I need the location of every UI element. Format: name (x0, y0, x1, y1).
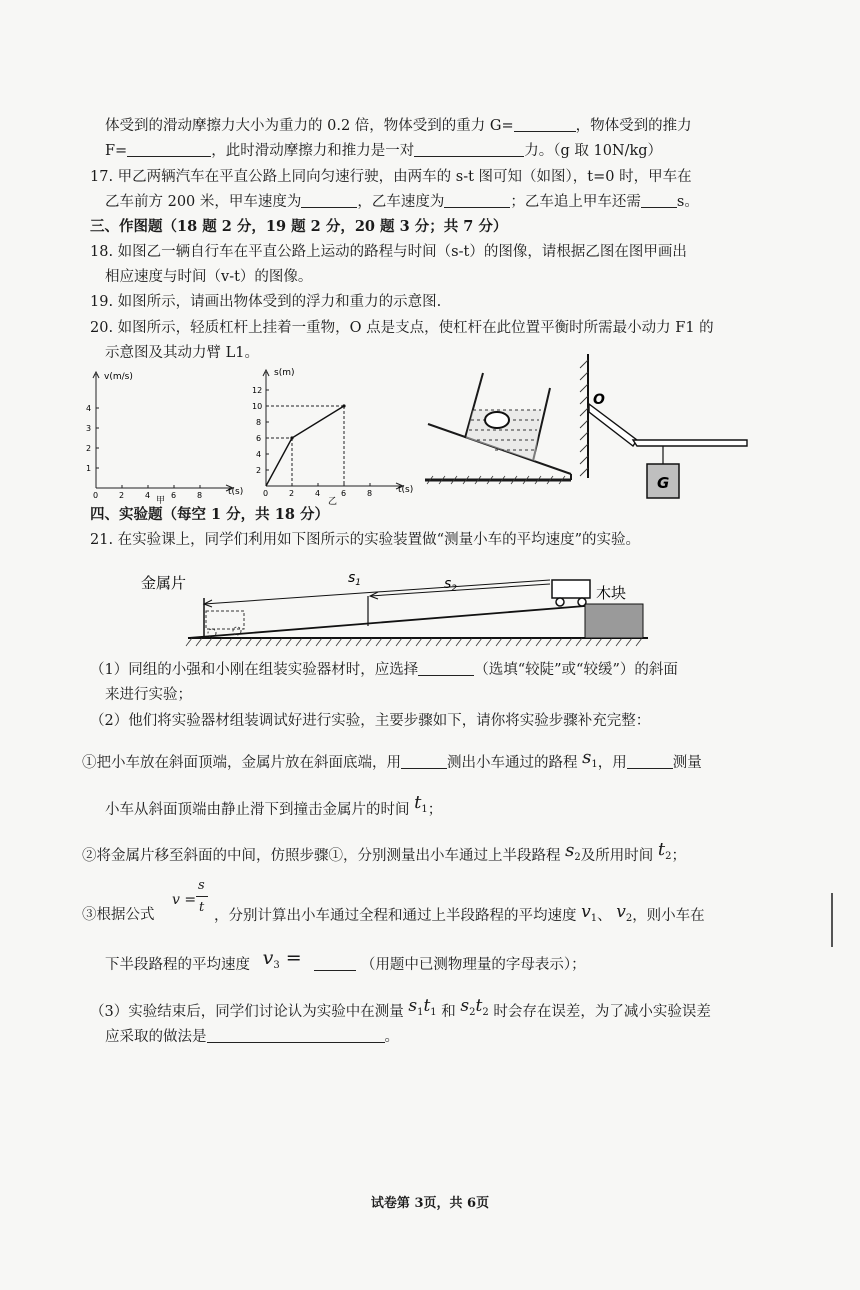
step1-text-d: 测量 (672, 755, 702, 771)
var-s2t2: $s_2t_2$ (460, 996, 489, 1018)
yi-ytick-label: 10 (252, 402, 263, 411)
q21-p1-line1 (90, 660, 678, 680)
s1-label: $s_1$ (348, 570, 362, 588)
lever-bent-arm (589, 404, 637, 446)
yi-xtick-label: 8 (367, 489, 373, 498)
blank-reduce-error[interactable] (207, 1028, 385, 1043)
q21-p1-line2: 来进行实验； (105, 687, 192, 703)
jia-xtick-label: 4 (145, 491, 151, 500)
yi-point (290, 436, 293, 439)
q21-p3-text-c: 时会存在误差，为了减小实验误差 (493, 1004, 711, 1020)
q16-text-a: 体受到的滑动摩擦力大小为重力的 0.2 倍，物体受到的重力 G= (105, 118, 514, 134)
formula-v-s-t: v = s t (172, 878, 212, 924)
q21-p3-text-b: 和 (441, 1004, 456, 1020)
jia-xtick-label: 8 (197, 491, 203, 500)
yi-ytick-label: 2 (256, 466, 262, 475)
q16-text-d: ，此时滑动摩擦力和推力是一对 (211, 143, 415, 159)
q16-text-e: 力。（g 取 10N/kg） (524, 143, 663, 159)
yi-ytick-label: 6 (256, 434, 262, 443)
var-s1t1: $s_1t_1$ (408, 996, 437, 1018)
figure-jia-vt[interactable] (82, 366, 247, 506)
step1-text-e: 小车从斜面顶端由静止滑下到撞击金属片的时间 (105, 802, 410, 818)
step2-text-c: ； (671, 848, 686, 864)
yi-xtick-label: 0 (263, 489, 269, 498)
jia-ytick-label: 4 (86, 404, 92, 413)
q17-text-a: 乙车前方 200 米，甲车速度为 (105, 194, 302, 210)
ramp-surface (188, 606, 585, 638)
var-t2: $t_2$ (657, 839, 672, 862)
blank-v3-expression[interactable] (314, 956, 356, 971)
yi-xtick-label: 6 (341, 489, 347, 498)
q17-line1: 17. 甲乙两辆汽车在平直公路上同向匀速行驶，由两车的 s-t 图可知（如图），t=0 时，甲车在 (90, 169, 692, 185)
q21-p3-text-a: （3）实验结束后，同学们讨论认为实验中在测量 (90, 1004, 404, 1020)
var-t1: $t_1$ (414, 792, 428, 815)
jia-xtick-label: 0 (93, 491, 99, 500)
yi-point (342, 404, 345, 407)
metal-sheet-label: 金属片 (141, 574, 187, 592)
yi-series-segment (292, 406, 344, 438)
figure-lever[interactable] (575, 352, 755, 510)
blank-length-tool[interactable] (401, 754, 447, 769)
var-s1: $s_1$ (582, 747, 598, 770)
page-footer: 试卷第 3页，共 6页 (370, 1196, 490, 1211)
q21-p2: （2）他们将实验器材组装调试好进行实验，主要步骤如下，请你将实验步骤补充完整： (90, 713, 651, 729)
blank-yi-speed[interactable] (444, 193, 510, 208)
blank-gravity[interactable] (514, 117, 576, 132)
q17-text-c: ；乙车追上甲车还需 (510, 194, 641, 210)
lever-straight-arm (633, 440, 747, 446)
yi-ytick-label: 12 (252, 386, 263, 395)
var-v1: $v_1$ (581, 902, 598, 924)
blank-force-pair[interactable] (414, 142, 524, 157)
wood-block (585, 604, 643, 638)
step1-text-c: ，用 (597, 755, 627, 771)
cart-start (552, 580, 590, 606)
var-s2: $s_2$ (565, 840, 581, 863)
q16-text-b: ，物体受到的推力 (575, 118, 692, 134)
margin-mark (831, 893, 833, 947)
wood-block-label: 木块 (596, 584, 627, 602)
q21-step3-line1b (214, 902, 705, 928)
blank-push[interactable] (127, 142, 211, 157)
q20-line2: 示意图及其动力臂 L1。 (105, 345, 259, 361)
jia-caption: 甲 (156, 496, 166, 506)
q21-step3-line2 (105, 947, 586, 977)
q19-line1: 19. 如图所示，请画出物体受到的浮力和重力的示意图. (90, 294, 442, 310)
q18-line2: 相应速度与时间（v-t）的图像。 (105, 269, 313, 285)
figure-ramp[interactable] (140, 558, 660, 658)
q21-step1-line2 (105, 792, 443, 822)
step2-text-b: 及所用时间 (580, 848, 654, 864)
yi-xtick-label: 4 (315, 489, 321, 498)
step3-text-d: ，则小车在 (632, 908, 705, 924)
q17-text-d: s。 (676, 194, 699, 210)
cart-end-position (206, 611, 244, 629)
jia-ytick-label: 3 (86, 424, 92, 433)
blank-time-tool[interactable] (627, 754, 673, 769)
q21-p3-text-d: 应采取的做法是 (105, 1029, 207, 1045)
q17-text-b: ，乙车速度为 (357, 194, 445, 210)
step2-text-a: ②将金属片移至斜面的中间，仿照步骤①，分别测量出小车通过上半段路程 (82, 848, 561, 864)
q21-intro: 21. 在实验课上，同学们利用如下图所示的实验装置做“测量小车的平均速度”的实验。 (90, 532, 640, 548)
blank-catchup-time[interactable] (641, 193, 677, 208)
q16-text-c: F= (105, 143, 128, 159)
yi-xtick-label: 2 (289, 489, 295, 498)
step1-text-f: ； (427, 802, 443, 818)
yi-ytick-label: 8 (256, 418, 262, 427)
jia-xtick-label: 2 (119, 491, 125, 500)
q21-p3-line1 (90, 996, 711, 1024)
floating-object (485, 412, 509, 428)
yi-ytick-label: 4 (256, 450, 262, 459)
blank-slope-choice[interactable] (418, 661, 474, 676)
q20-line1: 20. 如图所示，轻质杠杆上挂着一重物，O 点是支点，使杠杆在此位置平衡时所需最小动力 F1 的 (90, 320, 714, 336)
q21-step3-line1 (82, 905, 155, 925)
q16-line1 (105, 116, 692, 136)
q21-p1-text-a: （1）同组的小强和小刚在组装实验器材时，应选择 (90, 662, 419, 678)
q21-p3-text-e: 。 (384, 1029, 399, 1045)
weight-label: G (657, 474, 670, 492)
q21-p1-text-b: （选填“较陡”或“较缓”）的斜面 (474, 662, 678, 678)
q21-step2 (82, 839, 686, 868)
q21-step1-line1 (82, 747, 702, 775)
yi-caption: 乙 (328, 497, 338, 507)
jia-xlabel: t(s) (228, 487, 244, 497)
step3-text-a: ③根据公式 (82, 907, 155, 923)
q18-line1: 18. 如图乙一辆自行车在平直公路上运动的路程与时间（s-t）的图像，请根据乙图在图甲画出 (90, 244, 687, 260)
q16-line2 (105, 141, 662, 161)
step3-text-f: （用题中已测物理量的字母表示）； (360, 957, 586, 973)
step3-text-c: 、 (597, 908, 612, 924)
figure-buoyancy[interactable] (425, 368, 575, 488)
var-v3: $v_3$ = (262, 947, 302, 971)
s2-label: $s_2$ (444, 576, 458, 594)
q21-p3-line2 (105, 1027, 399, 1047)
section4-title: 四、实验题（每空 1 分，共 18 分） (90, 506, 329, 523)
section3-title: 三、作图题（18 题 2 分，19 题 2 分，20 题 3 分；共 7 分） (90, 218, 508, 235)
step3-text-b: ，分别计算出小车通过全程和通过上半段路程的平均速度 (214, 908, 577, 924)
step3-text-e: 下半段路程的平均速度 (105, 957, 250, 973)
yi-xlabel: t(s) (398, 485, 414, 495)
blank-jia-speed[interactable] (301, 193, 357, 208)
step1-text-a: ①把小车放在斜面顶端，金属片放在斜面底端，用 (82, 755, 401, 771)
pivot-label: O (593, 392, 605, 408)
jia-ytick-label: 2 (86, 444, 92, 453)
jia-ylabel: v(m/s) (104, 372, 133, 382)
figure-yi-st[interactable] (252, 364, 417, 512)
yi-ylabel: s(m) (274, 368, 295, 378)
var-v2: $v_2$ (616, 902, 633, 924)
jia-xtick-label: 6 (171, 491, 177, 500)
step1-text-b: 测出小车通过的路程 (447, 755, 578, 771)
yi-series-segment (266, 438, 292, 486)
jia-ytick-label: 1 (86, 464, 92, 473)
q17-line2 (105, 192, 699, 212)
